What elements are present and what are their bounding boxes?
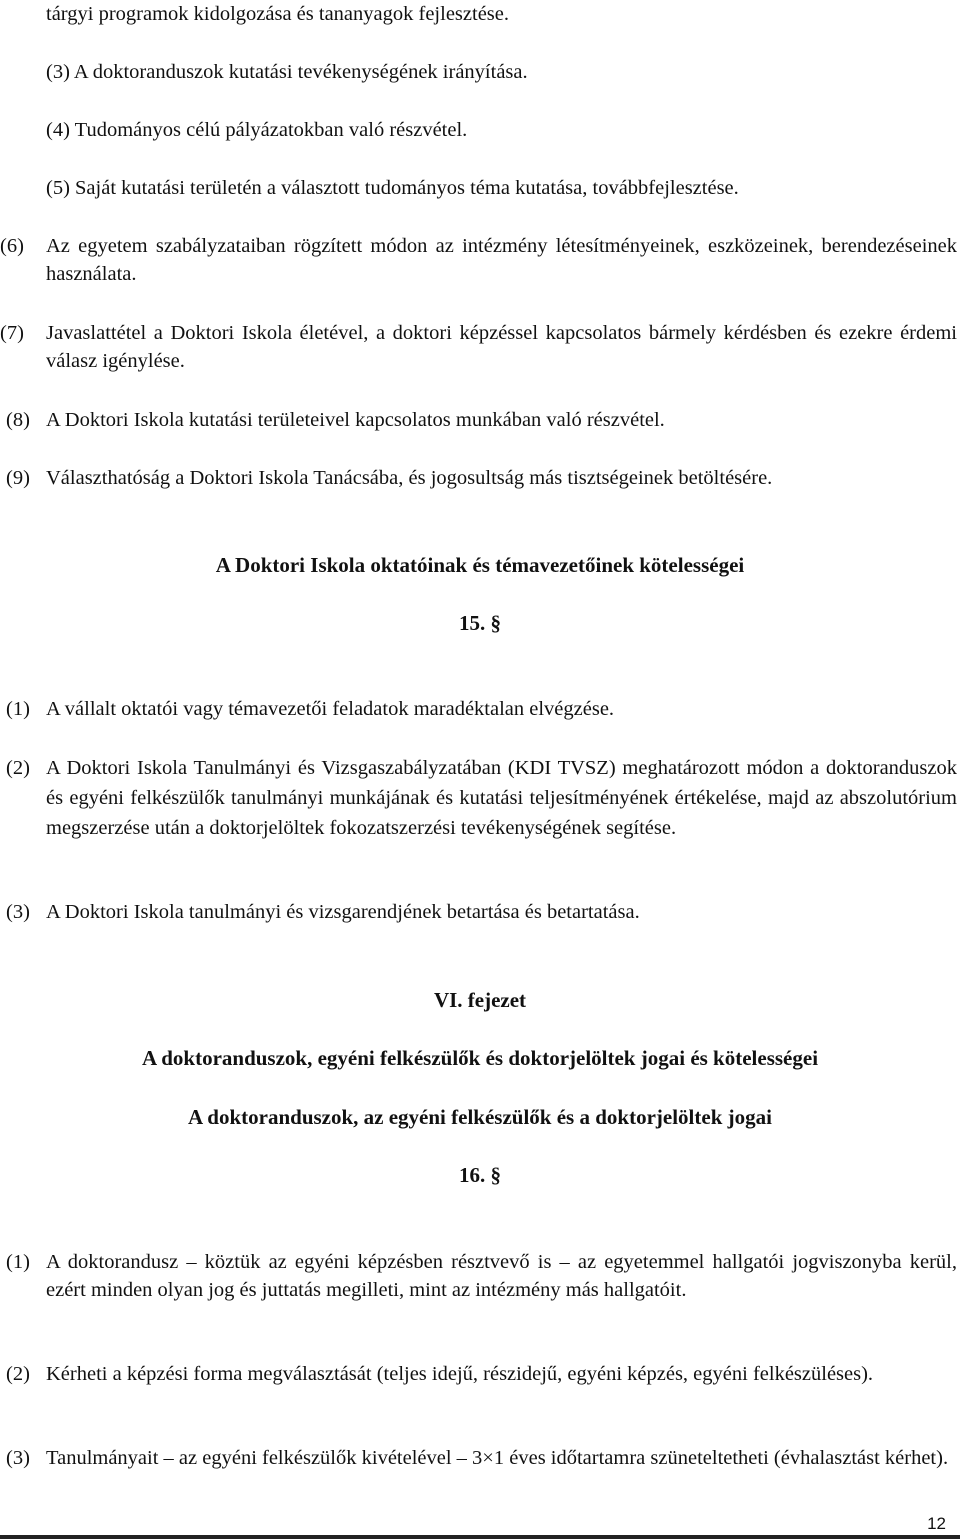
list-item xyxy=(6,1360,957,1388)
item-text: A doktorandusz – köztük az egyéni képzésben résztvevő is – az egyetemmel hallgatói jogviszonyba kerül, ezért minden olyan jog és juttatás megilleti, mint az intézmény más hallgatóit. xyxy=(46,1251,957,1301)
item-number: (3) xyxy=(6,1447,30,1469)
list-item xyxy=(0,319,957,375)
item-text: Tudományos célú pályázatokban való részvétel. xyxy=(74,119,468,141)
list-item xyxy=(6,697,614,721)
item-text: A Doktori Iskola kutatási területeivel kapcsolatos munkában való részvétel. xyxy=(46,409,665,431)
list-item xyxy=(6,900,640,924)
item-number: (3) xyxy=(46,61,70,83)
continued-line: tárgyi programok kidolgozása és tananyagok fejlesztése. xyxy=(46,3,509,25)
item-number: (6) xyxy=(0,235,24,257)
list-item xyxy=(6,1444,957,1472)
list-item xyxy=(46,60,528,84)
list-item xyxy=(6,408,665,432)
item-number: (1) xyxy=(6,1251,30,1273)
subsection-heading: A doktoranduszok, az egyéni felkészülők és a doktorjelöltek jogai xyxy=(188,1105,772,1129)
item-text: A doktoranduszok kutatási tevékenységének irányítása. xyxy=(73,61,528,83)
section-number: 15. § xyxy=(459,611,501,635)
item-text: Kérheti a képzési forma megválasztását (teljes idejű, részidejű, egyéni képzés, egyéni felkészüléses). xyxy=(46,1363,874,1385)
item-number: (4) xyxy=(46,119,70,141)
item-number: (5) xyxy=(46,177,70,199)
list-item xyxy=(0,232,957,288)
section-heading: A Doktori Iskola oktatóinak és témavezetőinek kötelességei xyxy=(215,553,745,577)
item-text: Tanulmányait – az egyéni felkészülők kivételével – 3×1 éves időtartamra szüneteltetheti (évhalasztást kérhet). xyxy=(46,1447,949,1469)
item-number: (2) xyxy=(6,757,30,779)
page-number: 12 xyxy=(927,1514,946,1533)
list-item xyxy=(6,1248,957,1304)
item-text: A Doktori Iskola tanulmányi és vizsgarendjének betartása és betartatása. xyxy=(46,901,640,923)
section-number: 16. § xyxy=(459,1163,501,1187)
item-text: A Doktori Iskola Tanulmányi és Vizsgaszabályzatában (KDI TVSZ) meghatározott módon a doktoranduszok és egyéni felkészülők tanulmányi munkájának és kutatási teljesítményének értékelése, majd az abszolutórium megszerzése után a doktorjelöltek fokozatszerzési tevékenységének segítése. xyxy=(46,757,957,839)
item-number: (3) xyxy=(6,901,30,923)
list-item xyxy=(46,176,739,200)
chapter-title: A doktoranduszok, egyéni felkészülők és doktorjelöltek jogai és kötelességei xyxy=(141,1046,819,1070)
chapter-number: VI. fejezet xyxy=(433,988,527,1012)
item-text: Saját kutatási területén a választott tudományos téma kutatása, továbbfejlesztése. xyxy=(75,177,739,199)
item-number: (9) xyxy=(6,467,30,489)
page-bottom-bar xyxy=(0,1535,960,1539)
item-number: (8) xyxy=(6,409,30,431)
item-number: (7) xyxy=(0,322,24,344)
list-item xyxy=(6,466,772,490)
list-item xyxy=(46,118,467,142)
item-text: Választhatóság a Doktori Iskola Tanácsába, és jogosultság más tisztségeinek betöltésére. xyxy=(46,467,773,489)
item-text: Javaslattétel a Doktori Iskola életével, a doktori képzéssel kapcsolatos bármely kérdésben és ezekre érdemi válasz igénylése. xyxy=(46,322,957,372)
item-number: (2) xyxy=(6,1363,30,1385)
item-text: A vállalt oktatói vagy témavezetői feladatok maradéktalan elvégzése. xyxy=(46,698,615,720)
item-text: Az egyetem szabályzataiban rögzített módon az intézmény létesítményeinek, eszközeinek, berendezéseinek használata. xyxy=(46,235,957,285)
list-item xyxy=(6,753,957,843)
item-number: (1) xyxy=(6,698,30,720)
